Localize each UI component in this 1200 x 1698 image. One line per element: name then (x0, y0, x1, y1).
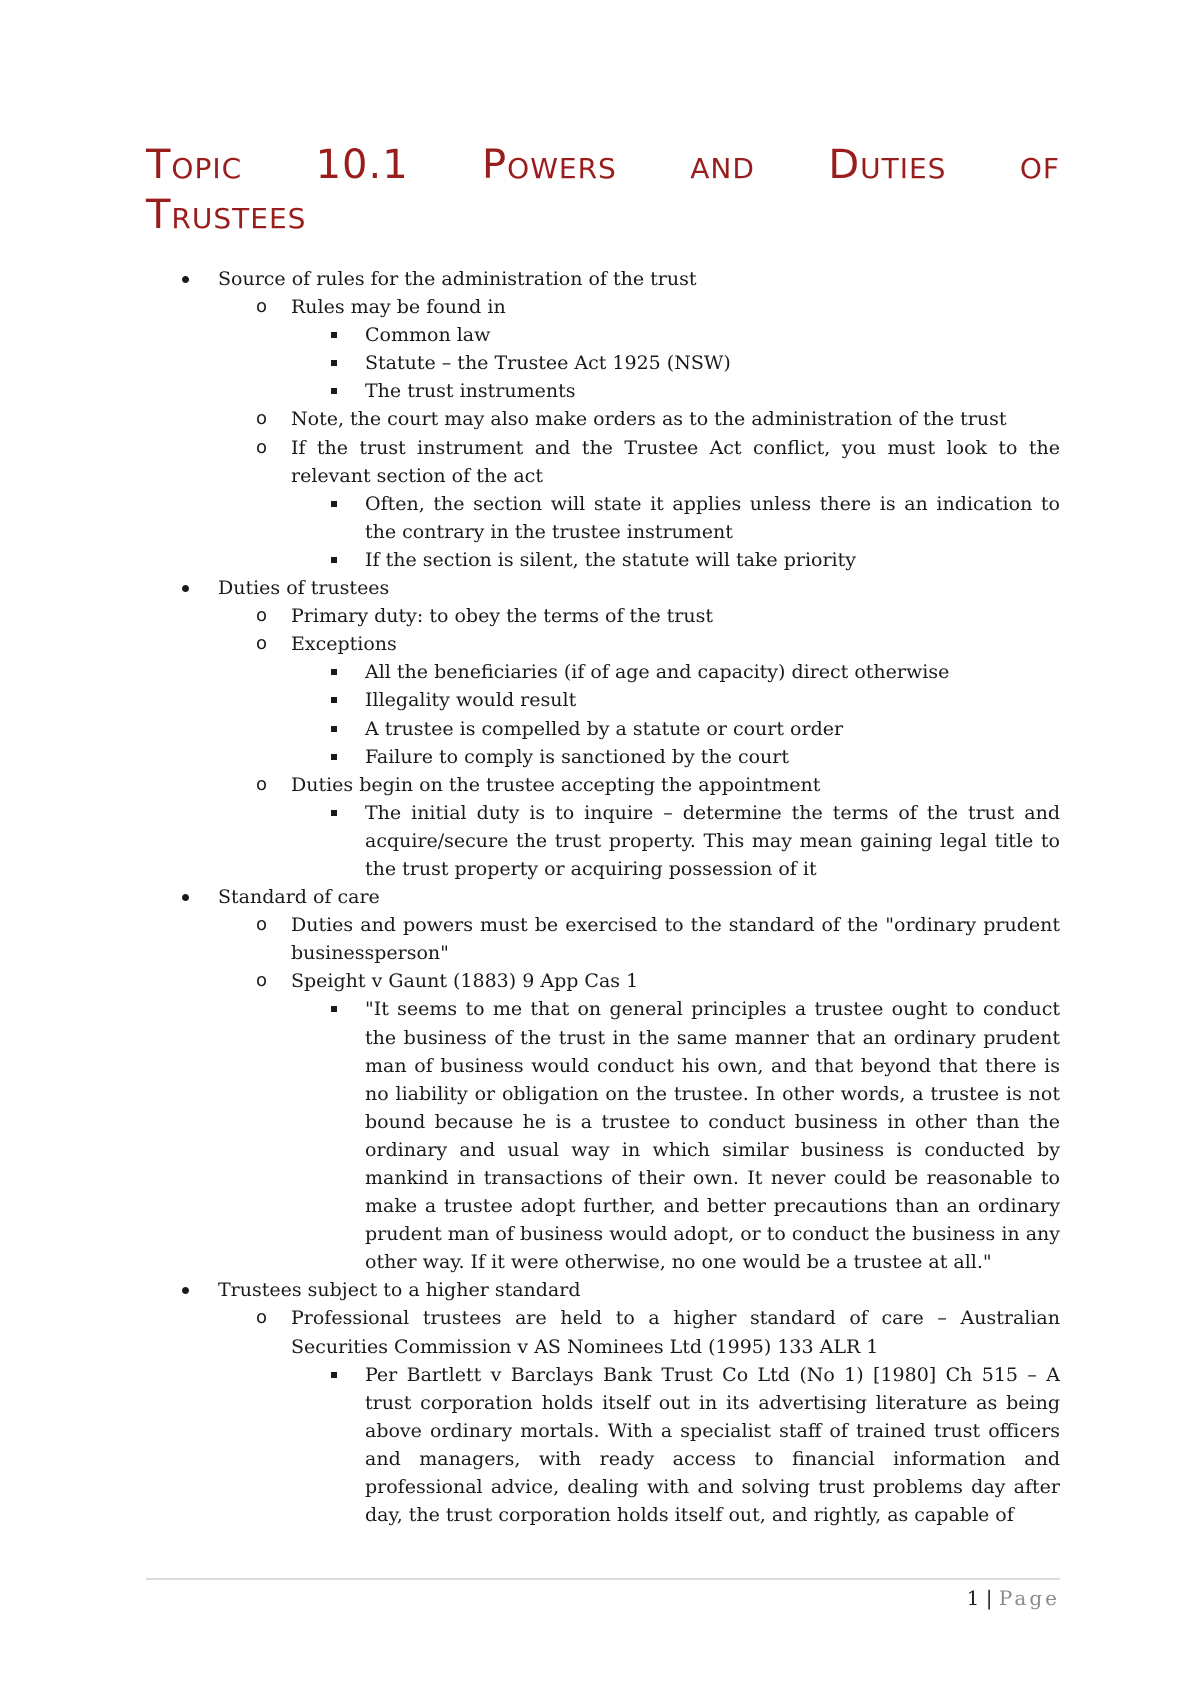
list-item-text: Illegality would result (365, 689, 577, 712)
list-item-level-3 (146, 349, 1060, 377)
list-item-text: Trustees subject to a higher standard (218, 1279, 581, 1302)
list-item-level-1 (146, 1276, 1060, 1304)
list-item-text: The initial duty is to inquire – determine the terms of the trust and acquire/secure the trust property. This may mean gaining legal title to the trust property or acquiring possession of it (365, 801, 1060, 880)
list-item-text: Duties begin on the trustee accepting the appointment (291, 773, 821, 796)
list-item-text: Rules may be found in (291, 296, 506, 319)
bullet-square-icon (331, 388, 337, 394)
list-item-level-3 (146, 799, 1060, 883)
title-line-2: Trustees (146, 192, 307, 238)
bullet-circle-icon: o (256, 436, 268, 458)
bullet-square-icon (331, 1372, 337, 1378)
list-item-level-2 (146, 771, 1060, 799)
list-item-text: If the section is silent, the statute will take priority (365, 548, 857, 571)
bullet-square-icon (331, 360, 337, 366)
bullet-square-icon (331, 1006, 337, 1012)
list-item-text: All the beneficiaries (if of age and capacity) direct otherwise (365, 661, 950, 684)
list-item-level-3 (146, 995, 1060, 1276)
list-item-level-3 (146, 490, 1060, 546)
list-item-level-3 (146, 377, 1060, 405)
list-item-level-2 (146, 602, 1060, 630)
bullet-square-icon (331, 726, 337, 732)
list-item-level-2 (146, 405, 1060, 433)
list-item-text: Statute – the Trustee Act 1925 (NSW) (365, 352, 731, 375)
list-item-text: A trustee is compelled by a statute or court order (365, 717, 844, 740)
bullet-square-icon (331, 501, 337, 507)
list-item-text: If the trust instrument and the Trustee Act conflict, you must look to the relevant section of the act (291, 436, 1060, 487)
bullet-square-icon (331, 669, 337, 675)
list-item-level-2 (146, 911, 1060, 967)
list-item-text: Often, the section will state it applies unless there is an indication to the contrary in the trustee instrument (365, 492, 1060, 543)
footer-divider (146, 1578, 1060, 1580)
list-item-level-3 (146, 686, 1060, 714)
bullet-square-icon (331, 697, 337, 703)
list-item-level-2 (146, 630, 1060, 658)
list-item-text: Professional trustees are held to a higher standard of care – Australian Securities Commission v AS Nominees Ltd (1995) 133 ALR 1 (291, 1307, 1060, 1358)
bullet-circle-icon: o (256, 408, 268, 430)
bullet-circle-icon: o (256, 773, 268, 795)
bullet-outline (146, 265, 1060, 1529)
list-item-level-3 (146, 1361, 1060, 1530)
list-item-text: Exceptions (291, 633, 397, 656)
list-item-level-2 (146, 434, 1060, 490)
bullet-square-icon (331, 332, 337, 338)
list-item-text: Primary duty: to obey the terms of the trust (291, 605, 714, 628)
bullet-circle-icon: o (256, 1307, 268, 1329)
list-item-level-3 (146, 321, 1060, 349)
bullet-square-icon (331, 754, 337, 760)
list-item-text: Duties of trustees (218, 577, 390, 600)
list-item-text: Source of rules for the administration of the trust (218, 268, 697, 290)
list-item-level-1 (146, 883, 1060, 911)
list-item-level-2 (146, 1304, 1060, 1360)
page-footer (967, 1586, 1060, 1610)
list-item-text: Duties and powers must be exercised to the standard of the "ordinary prudent businessperson" (291, 914, 1060, 965)
list-item-text: Note, the court may also make orders as to the administration of the trust (291, 408, 1007, 431)
bullet-circle-icon: o (256, 970, 268, 992)
list-item-level-3 (146, 658, 1060, 686)
list-item-level-1 (146, 265, 1060, 293)
bullet-circle-icon: o (256, 633, 268, 655)
bullet-circle-icon: o (256, 605, 268, 627)
bullet-dot-icon (182, 1287, 189, 1294)
bullet-circle-icon: o (256, 296, 268, 318)
bullet-square-icon (331, 810, 337, 816)
bullet-dot-icon (182, 585, 189, 592)
list-item-level-2 (146, 293, 1060, 321)
list-item-text: "It seems to me that on general principles a trustee ought to conduct the business of the trust in the same manner that an ordinary prudent man of business would conduct his own, and that beyond that there is no liability or obligation on the trustee. In other words, a trustee is not bound because he is a trustee to conduct business in other than the ordinary and usual way in which similar business is conducted by mankind in transactions of their own. It never could be reasonable to make a trustee adopt further, and better precautions than an ordinary prudent man of business would adopt, or to conduct the business in any other way. If it were otherwise, no one would be a trustee at all." (365, 998, 1060, 1274)
list-item-level-2 (146, 967, 1060, 995)
bullet-square-icon (331, 557, 337, 563)
page-separator: | (985, 1586, 993, 1610)
page-label: Page (998, 1586, 1060, 1610)
bullet-dot-icon (182, 894, 189, 901)
list-item-text: Common law (365, 324, 491, 347)
page-title (146, 140, 1060, 240)
list-item-text: Failure to comply is sanctioned by the court (365, 745, 789, 768)
list-item-text: The trust instruments (365, 380, 576, 403)
list-item-level-3 (146, 546, 1060, 574)
bullet-circle-icon: o (256, 914, 268, 936)
list-item-level-3 (146, 743, 1060, 771)
list-item-text: Per Bartlett v Barclays Bank Trust Co Ltd (No 1) [1980] Ch 515 – A trust corporation holds itself out in its advertising literature as being above ordinary mortals. With a specialist staff of trained trust officers and managers, with ready access to financial information and professional advice, dealing with and solving trust problems day after day, the trust corporation holds itself out, and rightly, as capable of (365, 1363, 1060, 1527)
page-number: 1 (966, 1586, 980, 1610)
list-item-level-3 (146, 715, 1060, 743)
title-line-1: Topic 10.1 Powers and Duties of (146, 142, 1060, 188)
list-item-text: Speight v Gaunt (1883) 9 App Cas 1 (291, 970, 639, 993)
list-item-level-1 (146, 574, 1060, 602)
bullet-dot-icon (182, 276, 189, 283)
list-item-text: Standard of care (218, 886, 380, 909)
